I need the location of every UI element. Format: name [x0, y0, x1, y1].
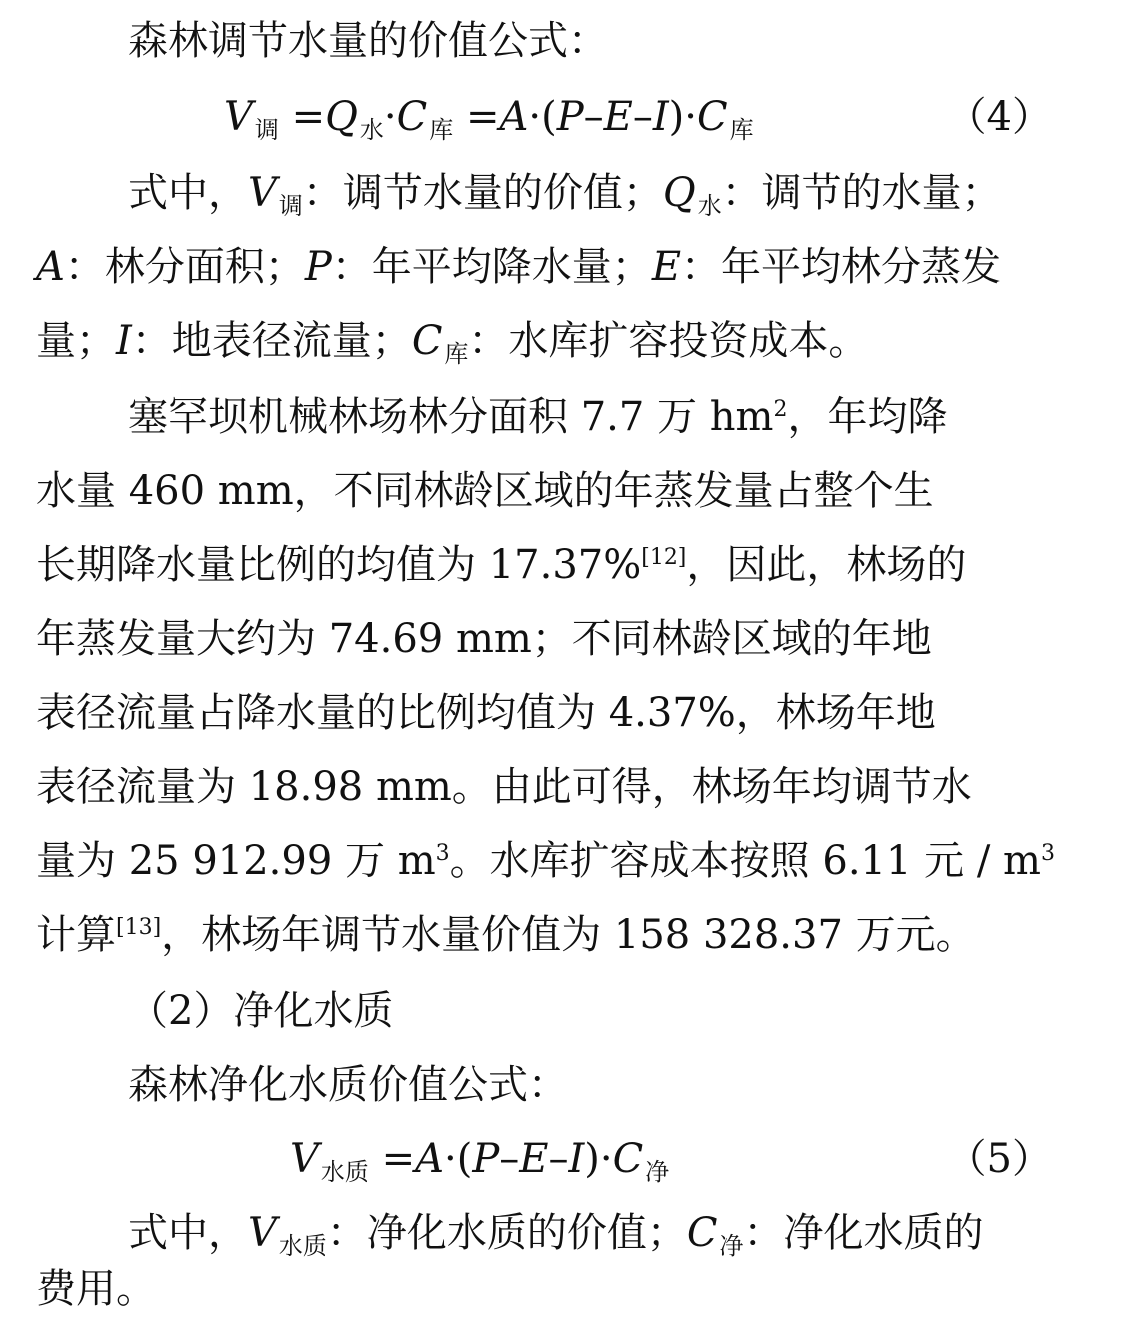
symbol-c: C — [696, 94, 728, 140]
text-line — [0, 4, 1124, 78]
minus: – — [632, 94, 653, 140]
equation-4 — [0, 80, 1124, 154]
text-run: （2）净化水质 — [128, 988, 394, 1034]
text-run: 表径流量为 18.98 mm。由此可得，林场年均调节水 — [36, 764, 972, 810]
text-run: 水量 460 mm，不同林龄区域的年蒸发量占整个生 — [36, 468, 934, 514]
paren-close: ) — [584, 1136, 600, 1182]
text-line — [0, 454, 1124, 528]
text-line — [0, 1048, 1124, 1122]
dot: · — [383, 94, 397, 140]
subscript: 水质 — [320, 1158, 369, 1186]
paren-close: ) — [668, 94, 685, 140]
symbol-v: V — [248, 170, 277, 216]
minus: – — [548, 1136, 569, 1182]
text-run: 量； — [36, 318, 116, 364]
text-run: 费用。 — [36, 1266, 156, 1312]
paren-open: ( — [456, 1136, 473, 1182]
symbol-i: I — [652, 94, 669, 140]
symbol-q: Q — [325, 94, 358, 140]
section-heading — [0, 974, 1124, 1048]
text-run: ，林场年调节水量价值为 158 328.37 万元。 — [161, 912, 976, 958]
text-run: ，因此，林场的 — [686, 542, 967, 588]
symbol-a: A — [415, 1136, 445, 1182]
symbol-e: E — [651, 244, 682, 290]
text-run: ：净化水质的价值； — [326, 1210, 687, 1256]
text-run: ：林分面积； — [64, 244, 305, 290]
subscript: 调 — [254, 116, 279, 144]
subscript: 库 — [729, 116, 754, 144]
symbol-v: V — [248, 1210, 277, 1256]
symbol-p: P — [304, 244, 332, 290]
text-run: ：调节水量的价值； — [302, 170, 663, 216]
text-run: ：年平均林分蒸发 — [681, 244, 1002, 290]
text-run: 。水库扩容成本按照 6.11 元 / m — [449, 838, 1041, 884]
subscript: 净 — [645, 1158, 670, 1186]
text-run: ：调节的水量； — [721, 170, 1002, 216]
text-line — [0, 824, 1124, 898]
symbol-c: C — [612, 1136, 644, 1182]
symbol-c: C — [396, 94, 428, 140]
equation-5 — [0, 1122, 1124, 1196]
paren-open: ( — [541, 94, 557, 140]
text-run: ，年均降 — [787, 394, 948, 440]
subscript: 水 — [359, 116, 384, 144]
text-line — [0, 676, 1124, 750]
dot: · — [528, 94, 542, 140]
symbol-i: I — [568, 1136, 585, 1182]
text-run: ：年平均降水量； — [331, 244, 652, 290]
subscript: 净 — [719, 1232, 744, 1260]
citation-ref: [13] — [116, 915, 162, 940]
text-run: 量为 25 912.99 万 m — [36, 838, 436, 884]
subscript: 水 — [697, 192, 722, 220]
symbol-c: C — [411, 318, 443, 364]
equals: = — [465, 94, 500, 140]
text-run: 塞罕坝机械林场林分面积 7.7 万 hm — [128, 394, 774, 440]
text-line — [0, 1252, 1124, 1326]
dot: · — [444, 1136, 457, 1182]
citation-ref: [12] — [641, 545, 687, 570]
symbol-c: C — [686, 1210, 718, 1256]
text-run: ：水库扩容投资成本。 — [468, 318, 869, 364]
text-line — [0, 156, 1124, 230]
subscript: 库 — [444, 340, 469, 368]
dot: · — [684, 94, 697, 140]
symbol-v: V — [224, 94, 253, 140]
symbol-a: A — [36, 244, 65, 290]
text-run: 年蒸发量大约为 74.69 mm；不同林龄区域的年地 — [36, 616, 932, 662]
symbol-q: Q — [662, 170, 696, 216]
symbol-v: V — [290, 1136, 319, 1182]
equals: = — [291, 94, 326, 140]
superscript: 3 — [435, 841, 450, 866]
text-run: ：地表径流量； — [131, 318, 412, 364]
formula-intro: 森林调节水量的价值公式： — [128, 18, 608, 64]
symbol-p: P — [472, 1136, 500, 1182]
superscript: 3 — [1040, 841, 1055, 866]
minus: – — [583, 94, 604, 140]
equation-number: （5） — [946, 1136, 1052, 1182]
subscript: 水质 — [278, 1232, 327, 1260]
text-line — [0, 750, 1124, 824]
text-line — [0, 602, 1124, 676]
text-run: 式中， — [128, 170, 248, 216]
subscript: 调 — [278, 192, 303, 220]
text-run: 长期降水量比例的均值为 17.37% — [36, 542, 642, 588]
equals: = — [381, 1136, 416, 1182]
text-line — [0, 528, 1124, 602]
text-line — [0, 230, 1124, 304]
text-run: 计算 — [36, 912, 116, 958]
subscript: 库 — [429, 116, 454, 144]
minus: – — [499, 1136, 520, 1182]
symbol-a: A — [499, 94, 529, 140]
text-run: 式中， — [128, 1210, 248, 1256]
formula-intro: 森林净化水质价值公式： — [128, 1062, 568, 1108]
text-run: ：净化水质的 — [743, 1210, 984, 1256]
text-line — [0, 898, 1124, 972]
text-line — [0, 304, 1124, 378]
equation-number: （4） — [946, 94, 1052, 140]
text-run: 表径流量占降水量的比例均值为 4.37%，林场年地 — [36, 690, 936, 736]
text-line — [0, 380, 1124, 454]
dot: · — [599, 1136, 613, 1182]
symbol-i: I — [116, 318, 132, 364]
superscript: 2 — [773, 397, 788, 422]
symbol-e: E — [519, 1136, 549, 1182]
symbol-e: E — [603, 94, 633, 140]
symbol-p: P — [556, 94, 584, 140]
